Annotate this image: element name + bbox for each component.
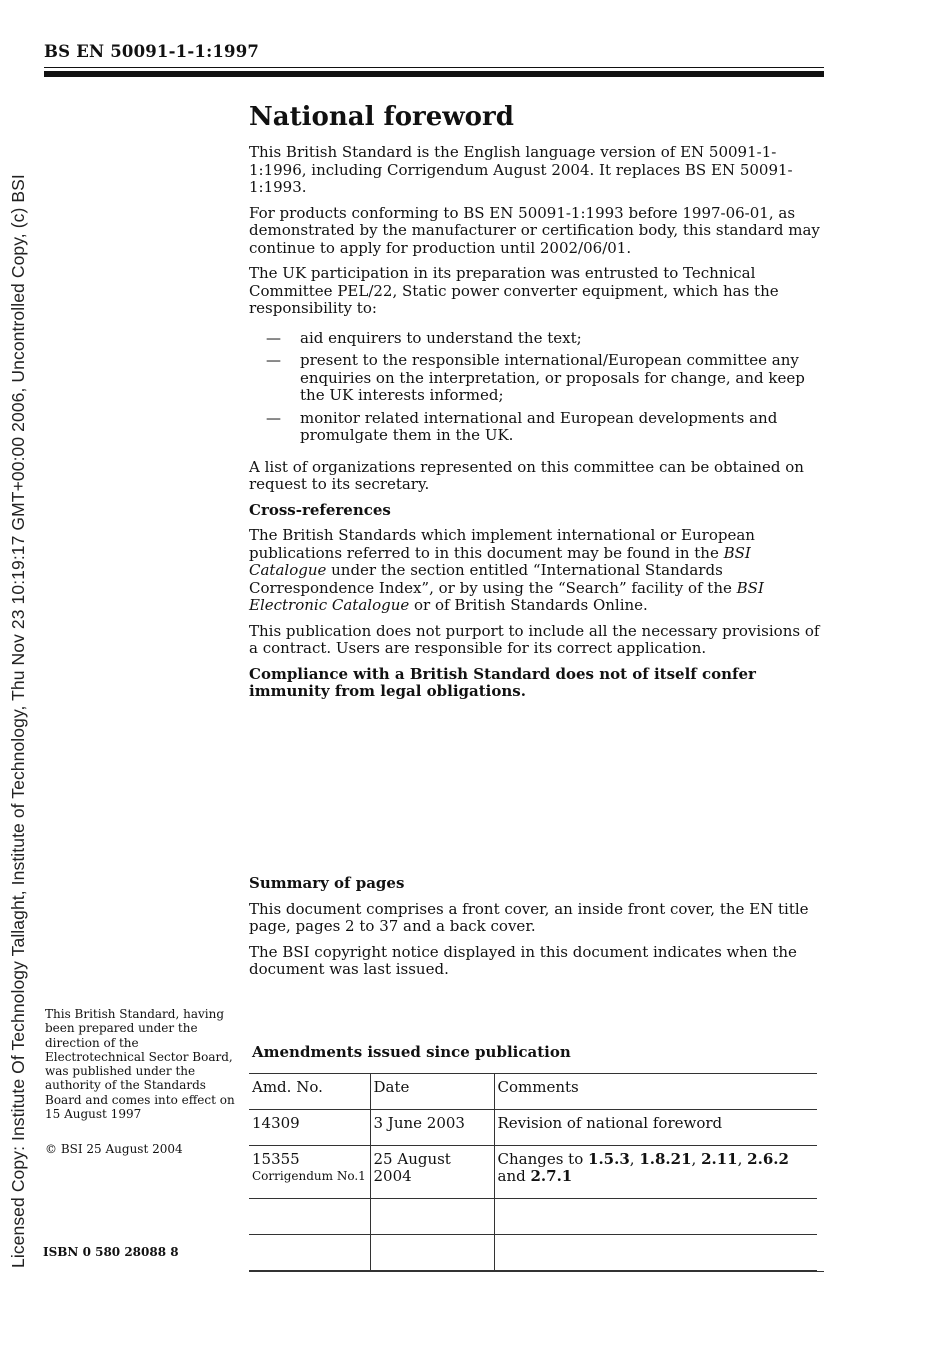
dash-marker: — bbox=[266, 408, 281, 427]
footer-rule bbox=[249, 1271, 824, 1272]
dash-marker: — bbox=[266, 351, 281, 369]
summary-paragraph-2: The BSI copyright notice displayed in this document indicates when the document was last issued. bbox=[249, 942, 797, 978]
amendments-title: Amendments issued since publication bbox=[252, 1043, 571, 1061]
header-rule-thin bbox=[44, 67, 824, 68]
licensed-copy-watermark: Licensed Copy: Institute Of Technology Tallaght, Institute of Technology, Thu Nov 23 10:19:17 GMT+00:00 2006, Uncontrolled Copy, (c) BSI bbox=[8, 174, 28, 1268]
foreword-paragraph-2: For products conforming to BS EN 50091-1:1993 before 1997-06-01, as demonstrated by the manufacturer or certification body, this standard may continue to apply for production until 2002/06/01. bbox=[249, 203, 820, 257]
summary-paragraph-1: This document comprises a front cover, an inside front cover, the EN title page, pages 2 to 37 and a back cover. bbox=[249, 899, 809, 935]
cross-references-heading: Cross-references bbox=[249, 500, 391, 519]
summary-heading: Summary of pages bbox=[249, 874, 405, 892]
document-id: BS EN 50091-1-1:1997 bbox=[44, 42, 260, 61]
amendment-number: 15355 Corrigendum No.1 bbox=[249, 1146, 370, 1199]
column-header: Comments bbox=[494, 1074, 817, 1110]
table-row bbox=[249, 1110, 817, 1146]
page-title: National foreword bbox=[249, 102, 514, 132]
foreword-paragraph-1: This British Standard is the English language version of EN 50091-1-1:1996, including Corrigendum August 2004. It replaces BS EN 50091-1:1993. bbox=[249, 143, 793, 196]
national-foreword bbox=[249, 100, 824, 709]
list-item-text: aid enquirers to understand the text; bbox=[300, 328, 582, 347]
table-row bbox=[249, 1146, 817, 1199]
publication-note: This British Standard, having been prepared under the direction of the Electrotechnical Sector Board, was published under the authority of the Standards Board and comes into effect on 15 August 1997 bbox=[45, 1007, 235, 1122]
amendment-comment: Revision of national foreword bbox=[494, 1110, 817, 1146]
foreword-paragraph-3: The UK participation in its preparation was entrusted to Technical Committee PEL/22, Static power converter equipment, which has the responsibility to: bbox=[249, 264, 779, 317]
bsi-catalogue-title: BSI Catalogue bbox=[249, 543, 751, 579]
isbn: ISBN 0 580 28088 8 bbox=[43, 1245, 179, 1259]
list-item bbox=[249, 352, 824, 405]
list-item-text: monitor related international and European developments and promulgate them in the UK. bbox=[300, 408, 778, 444]
responsibility-list bbox=[249, 330, 824, 445]
amendment-comment: Changes to 1.5.3, 1.8.21, 2.11, 2.6.2 and 2.7.1 bbox=[494, 1146, 817, 1199]
list-item bbox=[249, 410, 824, 445]
column-header: Date bbox=[370, 1074, 494, 1110]
list-item bbox=[249, 330, 824, 348]
bsi-electronic-catalogue-title: BSI Electronic Catalogue bbox=[249, 578, 764, 614]
list-item-text: present to the responsible international/European committee any enquiries on the interpretation, or proposals for change, and keep the UK interests informed; bbox=[300, 351, 805, 404]
column-header: Amd. No. bbox=[249, 1074, 370, 1110]
amendment-number: 14309 bbox=[249, 1110, 370, 1146]
copyright-notice: © BSI 25 August 2004 bbox=[45, 1142, 183, 1156]
amendment-date: 3 June 2003 bbox=[370, 1110, 494, 1146]
compliance-statement: Compliance with a British Standard does not of itself confer immunity from legal obligations. bbox=[249, 664, 756, 700]
cross-references-paragraph: The British Standards which implement international or European publications referred to in this document may be found in the BSI Catalogue under the section entitled “International Standards Correspondence Index”, or by using the “Search” facility of the BSI Electronic Catalogue or of British Standards Online. bbox=[249, 526, 764, 614]
summary-of-pages bbox=[249, 875, 824, 987]
table-header-row bbox=[249, 1074, 817, 1110]
foreword-paragraph-4: A list of organizations represented on this committee can be obtained on request to its secretary. bbox=[249, 457, 804, 493]
table-row-empty bbox=[249, 1199, 817, 1235]
corrigendum-label: Corrigendum No.1 bbox=[252, 1169, 366, 1183]
table-row-empty bbox=[249, 1235, 817, 1271]
foreword-paragraph-5: This publication does not purport to include all the necessary provisions of a contract. Users are responsible for its correct application. bbox=[249, 621, 820, 657]
dash-marker: — bbox=[266, 328, 281, 347]
amendment-date: 25 August 2004 bbox=[370, 1146, 494, 1199]
amendments-table bbox=[249, 1073, 817, 1271]
header-rule-thick bbox=[44, 71, 824, 77]
